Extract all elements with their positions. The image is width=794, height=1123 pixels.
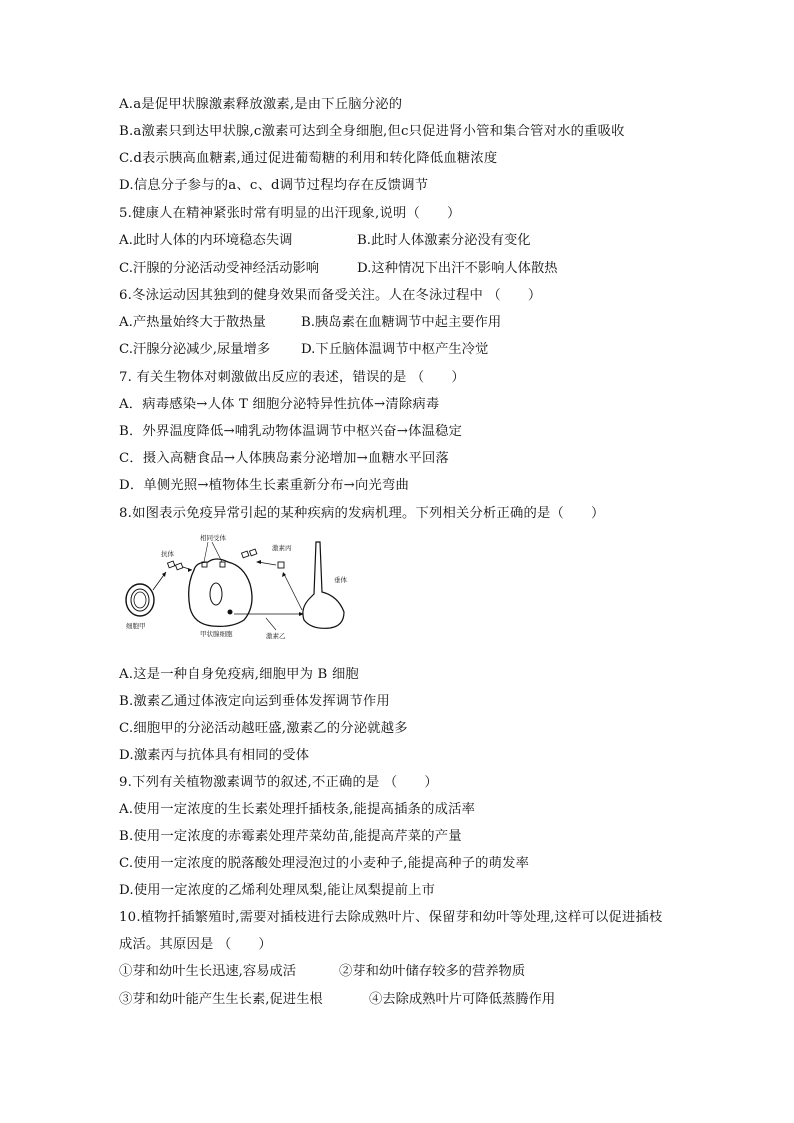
- q6-options-row2: [119, 341, 679, 359]
- q9-option-b: B.使用一定浓度的赤霉素处理芹菜幼苗,能提高芹菜的产量: [119, 829, 462, 844]
- q9-option-c: C.使用一定浓度的脱落酸处理浸泡过的小麦种子,能提高种子的萌发率: [119, 856, 530, 871]
- antibody-icon: [167, 561, 182, 570]
- label-thyroid-cell: 甲状腺细胞: [200, 630, 233, 638]
- q9-stem: 9.下列有关植物激素调节的叙述,不正确的是 （ ）: [119, 775, 438, 790]
- q6-option-a: A.产热量始终大于散热量: [119, 315, 266, 330]
- immune-disease-diagram: [116, 532, 356, 644]
- q8-option-b: B.激素乙通过体液定向运到垂体发挥调节作用: [119, 694, 390, 709]
- q10-option-1: ①芽和幼叶生长迅速,容易成活: [119, 964, 297, 979]
- q7-option-a: A．病毒感染→人体 T 细胞分泌特异性抗体→清除病毒: [119, 397, 440, 412]
- label-receptor: 相同受体: [200, 534, 226, 542]
- q10-option-2: ②芽和幼叶储存较多的营养物质: [339, 964, 526, 979]
- q4-option-b: B.a激素只到达甲状腺,c激素可达到全身细胞,但c只促进肾小管和集合管对水的重吸收: [119, 124, 625, 139]
- label-hormone-b: 激素乙: [266, 632, 286, 640]
- q9-option-a: A.使用一定浓度的生长素处理扦插枝条,能提高插条的成活率: [119, 802, 476, 817]
- label-pituitary: 垂体: [334, 576, 347, 584]
- thyroid-cell: [189, 559, 252, 626]
- label-cell-a: 细胞甲: [126, 622, 146, 630]
- q8-option-c: C.细胞甲的分泌活动越旺盛,激素乙的分泌就越多: [119, 721, 408, 736]
- hormone-c-icon: [278, 562, 284, 568]
- q4-option-c: C.d表示胰高血糖素,通过促进葡萄糖的利用和转化降低血糖浓度: [119, 151, 498, 166]
- q5-option-d: D.这种情况下出汗不影响人体散热: [357, 261, 558, 276]
- q5-options-row2: [119, 260, 679, 278]
- label-hormone-c: 激素丙: [272, 544, 292, 552]
- q5-option-c: C.汗腺的分泌活动受神经活动影响: [119, 261, 320, 276]
- q6-option-c: C.汗腺分泌减少,尿量增多: [119, 342, 271, 357]
- q10-options-row2: [119, 991, 679, 1009]
- q6-stem: 6.冬泳运动因其独到的健身效果而备受关注。人在冬泳过程中 （ ）: [119, 288, 542, 303]
- q5-option-b: B.此时人体激素分泌没有变化: [357, 233, 531, 248]
- q10-option-4: ④去除成熟叶片可降低蒸腾作用: [369, 992, 556, 1007]
- q7-option-d: D．单侧光照→植物体生长素重新分布→向光弯曲: [119, 478, 409, 493]
- pituitary-shape: [303, 542, 344, 628]
- hormone-b-granule: [228, 610, 233, 615]
- label-antibody: 抗体: [161, 550, 174, 558]
- q6-options-row1: [119, 314, 679, 332]
- q10-stem-line2: 成活。其原因是 （ ）: [119, 937, 272, 952]
- thyroid-nucleus: [210, 583, 222, 605]
- q6-option-b: B.胰岛素在血糖调节中起主要作用: [301, 315, 502, 330]
- q7-stem: 7. 有关生物体对刺激做出反应的表述，错误的是 （ ）: [119, 370, 465, 385]
- q10-option-3: ③芽和幼叶能产生生长素,促进生根: [119, 992, 323, 1007]
- q7-option-b: B．外界温度降低→哺乳动物体温调节中枢兴奋→体温稳定: [119, 424, 463, 439]
- q7-option-c: C．摄入高糖食品→人体胰岛素分泌增加→血糖水平回落: [119, 451, 449, 466]
- q4-option-a: A.a是促甲状腺激素释放激素,是由下丘脑分泌的: [119, 97, 403, 112]
- q8-option-a: A.这是一种自身免疫病,细胞甲为 B 细胞: [119, 667, 359, 682]
- q10-options-row1: [119, 963, 679, 981]
- q4-option-d: D.信息分子参与的a、c、d调节过程均存在反馈调节: [119, 178, 429, 193]
- q5-stem: 5.健康人在精神紧张时常有明显的出汗现象,说明（ ）: [119, 206, 461, 221]
- q5-options-row1: [119, 232, 679, 250]
- q8-stem: 8.如图表示免疫异常引起的某种疾病的发病机理。下列相关分析正确的是（ ）: [119, 506, 605, 521]
- q9-option-d: D.使用一定浓度的乙烯利处理凤梨,能让凤梨提前上市: [119, 883, 436, 898]
- q8-option-d: D.激素丙与抗体具有相同的受体: [119, 748, 310, 763]
- q10-stem-line1: 10.植物扦插繁殖时,需要对插枝进行去除成熟叶片、保留芽和幼叶等处理,这样可以促进插枝: [119, 910, 663, 925]
- q5-option-a: A.此时人体的内环境稳态失调: [119, 233, 293, 248]
- q6-option-d: D.下丘脑体温调节中枢产生冷觉: [301, 342, 489, 357]
